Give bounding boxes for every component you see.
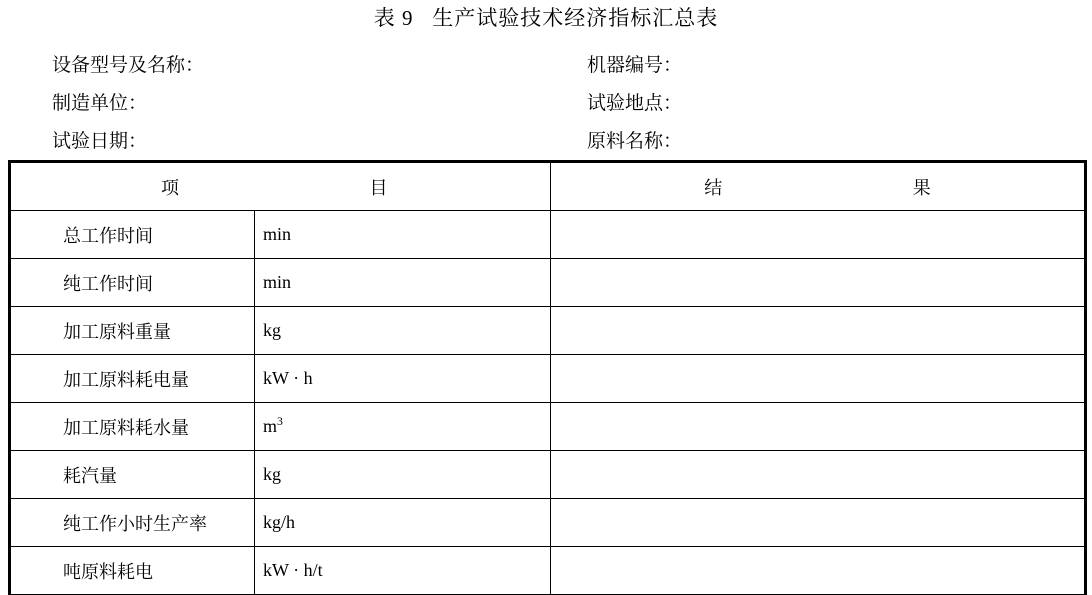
field-label-test-location: 试验地点：: [587, 93, 683, 114]
row-unit-cell: kg: [255, 307, 551, 355]
table-header-item: 项 目: [10, 162, 551, 211]
page-title: 表 9 生产试验技术经济指标汇总表: [373, 6, 719, 30]
row-result-cell[interactable]: [551, 211, 1086, 259]
field-label-manufacturer: 制造单位：: [52, 93, 148, 114]
row-unit-cell: min: [255, 211, 551, 259]
row-label-cell: 耗汽量: [10, 451, 255, 499]
field-label-equipment-model: 设备型号及名称：: [52, 55, 205, 76]
table-row: [10, 451, 1086, 499]
row-unit-cell: kg/h: [255, 499, 551, 547]
row-result-cell[interactable]: [551, 547, 1086, 595]
row-result-cell[interactable]: [551, 451, 1086, 499]
table-row: [10, 403, 1086, 451]
table-row: [10, 307, 1086, 355]
table-row: [10, 355, 1086, 403]
row-result-cell[interactable]: [551, 355, 1086, 403]
field-label-test-date: 试验日期：: [52, 131, 148, 152]
metadata-row: [52, 88, 1072, 126]
row-label-cell: 加工原料耗电量: [10, 355, 255, 403]
row-label-cell: 吨原料耗电: [10, 547, 255, 595]
row-result-cell[interactable]: [551, 499, 1086, 547]
row-unit-cell: kW · h: [255, 355, 551, 403]
table-header-result: 结 果: [551, 162, 1086, 211]
row-label-cell: 加工原料重量: [10, 307, 255, 355]
table-row: [10, 499, 1086, 547]
row-unit-cell: min: [255, 259, 551, 307]
row-unit-cell: kW · h/t: [255, 547, 551, 595]
row-unit-cell: $m^3$: [255, 403, 551, 451]
metadata-row: [52, 126, 1072, 164]
row-label-cell: 总工作时间: [10, 211, 255, 259]
table-header-row: [10, 162, 1086, 211]
table-row: [10, 547, 1086, 595]
row-label-cell: 纯工作时间: [10, 259, 255, 307]
row-label-cell: 纯工作小时生产率: [10, 499, 255, 547]
table-row: [10, 259, 1086, 307]
field-label-material-name: 原料名称：: [587, 131, 683, 152]
indicators-table: [8, 160, 1087, 595]
row-result-cell[interactable]: [551, 403, 1086, 451]
metadata-row: [52, 50, 1072, 88]
field-label-machine-number: 机器编号：: [587, 55, 683, 76]
unit-superscript: 3: [277, 415, 283, 428]
row-result-cell[interactable]: [551, 307, 1086, 355]
row-label-cell: 加工原料耗水量: [10, 403, 255, 451]
row-result-cell[interactable]: [551, 259, 1086, 307]
metadata-block: [0, 50, 1092, 164]
table-row: [10, 211, 1086, 259]
row-unit-cell: kg: [255, 451, 551, 499]
